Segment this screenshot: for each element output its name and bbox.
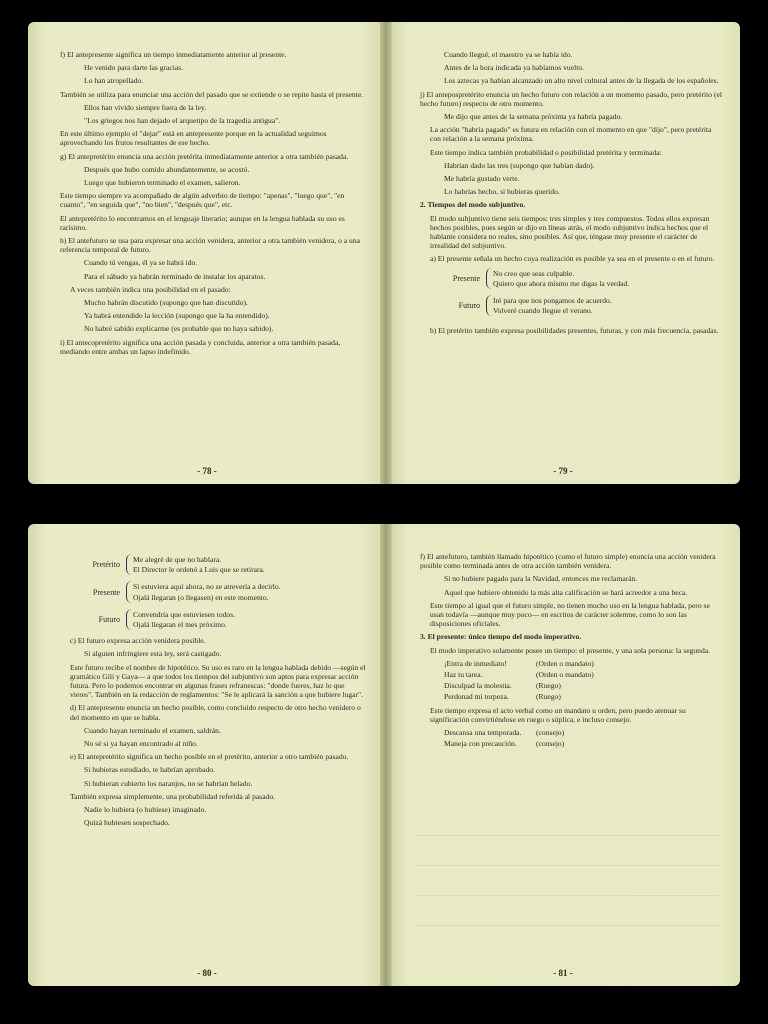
- paragraph: 3. El presente: único tiempo del modo imperativo.: [420, 632, 582, 642]
- paragraph: g) El antepretérito enuncia una acción pretérita inmediatamente anterior a otra también pasada.: [60, 151, 349, 161]
- paragraph: Cuando hayan terminado el examen, saldrán.: [84, 725, 221, 735]
- subjunctive-future-brace: [60, 609, 368, 630]
- paragraph: He venido para darte las gracias.: [84, 63, 184, 73]
- paragraph: Si hubieras estudiado, te habrían aprobado.: [84, 765, 215, 775]
- book-gutter: [380, 22, 392, 484]
- paragraph: i) El antecopretérito significa una acción pasada y concluida, anterior a otra también pasada, mediando entre ambas un lapso indefinido.: [60, 337, 341, 356]
- paragraph: Este tiempo expresa el acto verbal como un mandato u orden, pero puedo atenuar su significación convirtiéndose en ruego o súplica, e incluso consejo.: [430, 705, 686, 724]
- paragraph: Cuando tú vengas, él ya se habrá ido.: [84, 258, 198, 268]
- page-number: - 79 -: [553, 466, 573, 476]
- paragraph: Lo habrías hecho, si hubieras querido.: [444, 187, 560, 197]
- paragraph: Ellos han vivido siempre fuera de la ley.: [84, 102, 207, 112]
- example-cell: (consejo): [536, 728, 565, 738]
- page-80-text: [60, 552, 368, 962]
- paragraph: Lo han atropellado.: [84, 76, 144, 86]
- paragraph: En este último ejemplo el "dejar" está en antepresente porque en la actualidad seguimos aprovechando los frutos resultantes de ese hecho.: [60, 129, 327, 148]
- page-79-text: [420, 50, 722, 460]
- paragraph: Aquel que hubiere obtenido la más alta calificación se hará acreedor a una beca.: [444, 587, 688, 597]
- brace-item: Quiero que ahora mismo me digas la verdad.: [493, 278, 630, 288]
- bottom-spread: [28, 524, 740, 986]
- paragraph: h) El antefuturo se usa para expresar una acción venidera, anterior a otra también venidera, o a una referencia temporal de futuro.: [60, 236, 361, 255]
- example-row: [444, 681, 722, 690]
- paragraph: Luego que hubieron terminado el examen, salieron.: [84, 178, 241, 188]
- page-78-text: [60, 50, 368, 460]
- paragraph: d) El antepresente enuncia un hecho posible, como concluido respecto de otro hecho venidero o del momento en que se habla.: [70, 703, 361, 722]
- brace-item: No creo que seas culpable.: [493, 268, 575, 278]
- paragraph: La acción "habría pagado" es futura en relación con el momento en que "dijo", pero pretérita con relación a la semana próxima.: [430, 125, 712, 144]
- example-cell: Perdonad mi torpeza.: [444, 692, 509, 702]
- example-row: [444, 659, 722, 668]
- paragraph: Este tiempo siempre va acompañado de algún adverbio de tiempo: "apenas", "luego que", "en cuanto", "en seguida que", "no bien", "después que", etc.: [60, 191, 345, 210]
- top-spread: [28, 22, 740, 484]
- paragraph: No habré sabido explicarme (es probable que no haya sabido).: [84, 324, 274, 334]
- paragraph: Ya habrá entendido la lección (supongo que la ha entendido).: [84, 311, 270, 321]
- example-cell: ¡Entra de inmediato!: [444, 658, 507, 668]
- subjunctive-present-brace: [60, 581, 368, 602]
- paragraph: Si hubieran cubierto los naranjos, no se habrían helado.: [84, 778, 253, 788]
- paragraph: Este futuro recibe el nombre de hipotético. Su uso es raro en la lengua hablada debido —según el gramático Gili y Gaya— a que todos los tiempos del subjuntivo son aptos para expresar acción futura. Pero lo podemos encontrar en algunas frases refranescas: "donde fueres, haz lo que vieres". También en la redacción de reglamentos: "Se le aplicará la sanción a que hubiere lugar".: [70, 662, 366, 700]
- brace-item: El Director le ordenó a Luis que se retirara.: [133, 565, 265, 575]
- brace-item: Convendría que estuviesen todos.: [133, 609, 236, 619]
- paragraph: Mucho habrán discutido (supongo que han discutido).: [84, 298, 248, 308]
- page-number: - 78 -: [197, 466, 217, 476]
- example-cell: (Orden o mandato): [536, 658, 594, 668]
- page-number: - 81 -: [553, 968, 573, 978]
- brace-item: Ojalá llegaran (o llegasen) en este momento.: [133, 592, 269, 602]
- paragraph: También expresa simplemente, una probabilidad referida al pasado.: [70, 791, 276, 801]
- paragraph: Me habría gustado verte.: [444, 174, 520, 184]
- book-gutter: [380, 524, 392, 986]
- brace-label: Presente: [452, 273, 480, 283]
- paragraph: c) El futuro expresa acción venidera posible.: [70, 636, 206, 646]
- paragraph: Después que hubo comido abundantemente, se acostó.: [84, 164, 250, 174]
- paragraph: e) El antepretérito significa un hecho posible en el pretérito, anterior a otro también pasado.: [70, 752, 349, 762]
- paragraph: Si no hubiere pagado para la Navidad, entonces me reclamarán.: [444, 574, 638, 584]
- paragraph: j) El antepospretérito enuncia un hecho futuro con relación a un momento pasado, pero pretérito (el hecho futuro) respecto de otro momento.: [420, 89, 722, 108]
- paragraph: 2. Tiempos del modo subjuntivo.: [420, 200, 526, 210]
- paragraph: Este tiempo al igual que el futuro simple, no tienen mucho uso en la lengua hablada, pero se usan todavía —aunque muy poco— en escritos de carácter solemne, como lo son las disposiciones oficiales.: [430, 600, 710, 629]
- page-78: [28, 22, 386, 484]
- page-79: [386, 22, 740, 484]
- example-cell: Disculpad la molestia.: [444, 681, 512, 691]
- paragraph: Antes de la hora indicada ya habíamos vuelto.: [444, 63, 585, 73]
- paragraph: El modo imperativo solamente posee un tiempo: el presente, y una sola persona: la segunda.: [430, 645, 711, 655]
- paragraph: a) El presente señala un hecho cuya realización es posible ya sea en el presente o en el futuro.: [430, 254, 715, 264]
- brace-item: Volveré cuando llegue el verano.: [493, 306, 593, 316]
- brace-label: Futuro: [458, 301, 480, 311]
- page-number: - 80 -: [197, 968, 217, 978]
- paragraph: Si alguien infringiere esta ley, será castigado.: [84, 649, 222, 659]
- paragraph: "Los griegos nos han dejado el arquetipo de la tragedia antigua".: [84, 116, 281, 126]
- brace-item: Ojalá llegaran el mes próximo.: [133, 620, 227, 630]
- example-cell: Descansa una temporada.: [444, 728, 522, 738]
- brace-item: Me alegré de que no hablara.: [133, 555, 222, 564]
- example-cell: (Orden o mandato): [536, 670, 594, 680]
- paragraph: f) El antepresente significa un tiempo inmediatamente anterior al presente.: [60, 50, 287, 59]
- brace-item: Si estuviera aquí ahora, no se atrevería a decirlo.: [133, 582, 281, 592]
- example-cell: (Ruego): [536, 681, 561, 691]
- paragraph: Quizá hubiesen sospechado.: [84, 818, 170, 828]
- example-row: [444, 728, 722, 737]
- paragraph: El antepretérito lo encontramos en el lenguaje literario; aunque en la lengua hablada su uso es rarísimo.: [60, 213, 345, 232]
- page-81-text: [420, 552, 722, 962]
- paragraph: b) El pretérito también expresa posibilidades presentes, futuras, y con más frecuencia, pasadas.: [430, 326, 719, 336]
- paragraph: Cuando llegué, el maestro ya se había ido.: [444, 50, 573, 59]
- example-row: [444, 692, 722, 701]
- paragraph: Me dijo que antes de la semana próxima ya habría pagado.: [444, 112, 623, 122]
- example-cell: Haz tu tarea.: [444, 670, 483, 680]
- paragraph: f) El antefuturo, también llamado hipotético (como el futuro simple) enuncia una acción venidera posible como terminada antes de otra acción también venidera.: [420, 552, 716, 571]
- brace-label: Presente: [92, 587, 120, 597]
- example-cell: (Ruego): [536, 692, 561, 702]
- paragraph: El modo subjuntivo tiene seis tiempos: tres simples y tres compuestos. Todos ellos expresan hechos posibles, pues según se dijo en líneas atrás, el modo subjuntivo indica hechos que el hablante considera no reales, sino posibles. Así que, téngase muy presente el carácter de irrealidad del subjuntivo.: [430, 213, 710, 251]
- subjunctive-preterite-brace: [60, 554, 368, 575]
- brace-label: Pretérito: [92, 560, 120, 570]
- page-80: [28, 524, 386, 986]
- page-81: [386, 524, 740, 986]
- paragraph: Para el sábado ya habrán terminado de instalar los aparatos.: [84, 271, 266, 281]
- paragraph: A veces también indica una posibilidad en el pasado:: [70, 284, 231, 294]
- paragraph: Este tiempo indica también probabilidad o posibilidad pretérita y terminada:: [430, 147, 662, 157]
- paragraph: Nadie lo hubiera (o hubiese) imaginado.: [84, 805, 207, 815]
- example-cell: (consejo): [536, 739, 565, 749]
- example-row: [444, 739, 722, 748]
- paragraph: Habrían dado las tres (supongo que habían dado).: [444, 160, 595, 170]
- subjunctive-future-brace: [420, 295, 722, 316]
- paragraph: Los aztecas ya habían alcanzado un alto nivel cultural antes de la llegada de los españoles.: [444, 76, 719, 86]
- example-cell: Maneja con precaución.: [444, 739, 517, 749]
- paragraph: También se utiliza para enunciar una acción del pasado que se extiende o se repite hasta el presente.: [60, 89, 364, 99]
- paragraph: No sé si ya hayan encontrado al niño.: [84, 739, 198, 749]
- example-row: [444, 670, 722, 679]
- brace-item: Iré para que nos pongamos de acuerdo.: [493, 296, 612, 306]
- brace-label: Futuro: [98, 614, 120, 624]
- subjunctive-present-brace: [420, 268, 722, 289]
